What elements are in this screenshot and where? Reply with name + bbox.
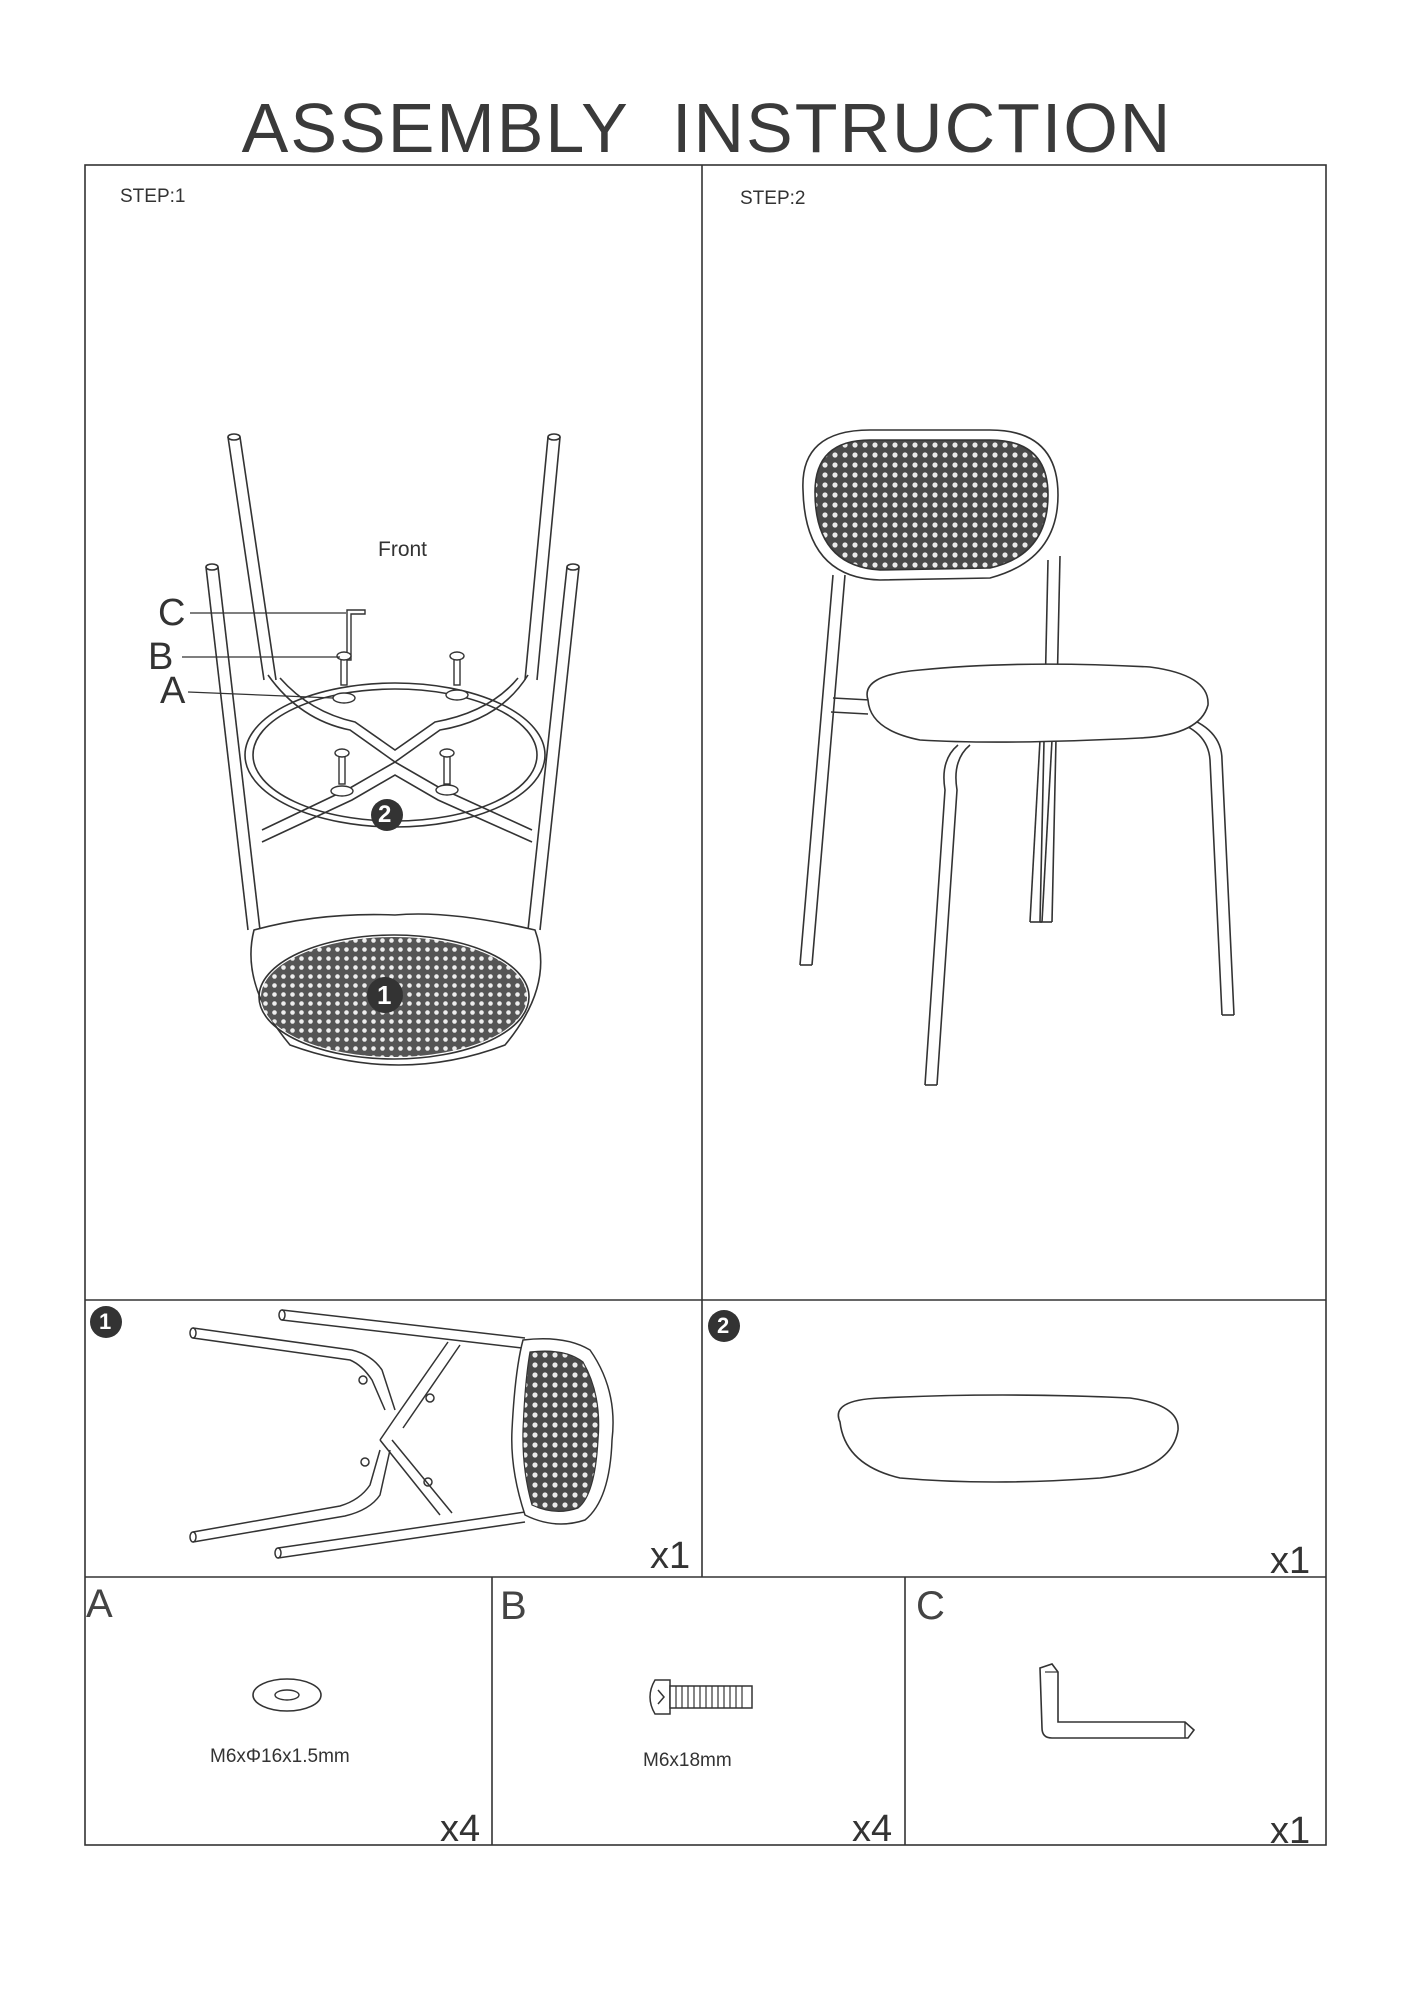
hardware-a-quantity: x4	[440, 1808, 481, 1850]
part-2-quantity: x1	[1270, 1540, 1311, 1582]
hardware-c-letter: C	[916, 1584, 945, 1628]
hardware-a-letter: A	[86, 1582, 113, 1626]
front-label: Front	[378, 538, 428, 561]
hardware-a-spec: M6xΦ16x1.5mm	[210, 1746, 350, 1767]
callout-c: C	[158, 592, 186, 634]
part-1-marker: 1	[99, 1309, 112, 1334]
callout-b: B	[148, 636, 174, 678]
part-1-quantity: x1	[650, 1535, 691, 1577]
hardware-b-quantity: x4	[852, 1808, 893, 1850]
step-1-marker-2: 2	[378, 801, 392, 828]
callout-a: A	[160, 670, 186, 712]
step-1-marker-1: 1	[377, 980, 392, 1010]
hardware-c-quantity: x1	[1270, 1810, 1311, 1852]
hardware-b-spec: M6x18mm	[643, 1750, 732, 1771]
hardware-b-letter: B	[500, 1584, 527, 1628]
page-title: ASSEMBLY INSTRUCTION	[241, 89, 1173, 167]
step-2-label: STEP:2	[740, 188, 806, 209]
step-1-label: STEP:1	[120, 186, 186, 207]
part-2-marker: 2	[717, 1313, 730, 1338]
